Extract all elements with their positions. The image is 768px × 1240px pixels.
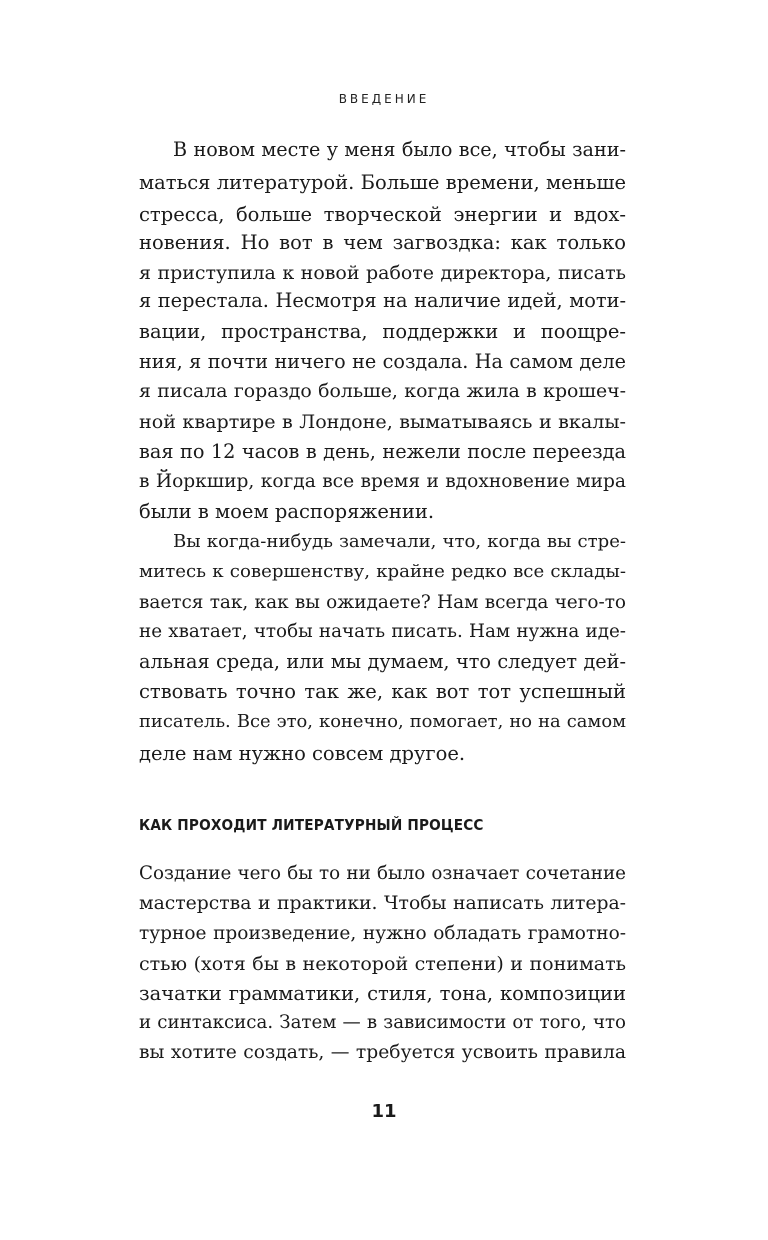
paragraph-3-line: Создание чего бы то ни было означает сочетание bbox=[139, 863, 626, 884]
page-number: 11 bbox=[371, 1101, 397, 1122]
paragraph-2-line: вается так, как вы ожидаете? Нам всегда чего-то bbox=[139, 592, 626, 613]
section-heading: КАК ПРОХОДИТ ЛИТЕРАТУРНЫЙ ПРОЦЕСС bbox=[139, 816, 484, 834]
paragraph-3-line: вы хотите создать, — требуется усвоить правила bbox=[139, 1042, 626, 1063]
paragraph-3-line: зачатки грамматики, стиля, тона, композиции bbox=[139, 982, 626, 1005]
paragraph-2-line: митесь к совершенству, крайне редко все склады- bbox=[139, 561, 626, 582]
paragraph-2-line: писатель. Все это, конечно, помогает, но на самом bbox=[139, 711, 626, 732]
paragraph-2-line: Вы когда-нибудь замечали, что, когда вы стре- bbox=[173, 531, 626, 552]
paragraph-1-line: маться литературой. Больше времени, меньше bbox=[139, 171, 626, 194]
paragraph-1-line: были в моем распоряжении. bbox=[139, 500, 435, 523]
paragraph-1-line: я приступила к новой работе директора, писать bbox=[139, 262, 626, 284]
paragraph-1-line: стресса, больше творческой энергии и вдох- bbox=[139, 203, 626, 226]
paragraph-1-line: вации, пространства, поддержки и поощре- bbox=[139, 320, 626, 343]
paragraph-1-line: ния, я почти ничего не создала. На самом деле bbox=[139, 350, 626, 373]
paragraph-1-line: в Йоркшир, когда все время и вдохновение мира bbox=[139, 471, 626, 492]
paragraph-3-line: турное произведение, нужно обладать грамотно- bbox=[139, 923, 626, 944]
running-head: ВВЕДЕНИЕ bbox=[338, 92, 430, 106]
paragraph-2-line: не хватает, чтобы начать писать. Нам нужна иде- bbox=[139, 621, 626, 642]
paragraph-1-line: я перестала. Несмотря на наличие идей, моти- bbox=[139, 289, 626, 312]
paragraph-1-line: ной квартире в Лондоне, выматываясь и вкалы- bbox=[139, 410, 626, 433]
paragraph-1-line: вая по 12 часов в день, нежели после переезда bbox=[139, 440, 626, 463]
paragraph-1-line: новения. Но вот в чем загвоздка: как только bbox=[139, 231, 626, 254]
paragraph-2-line: альная среда, или мы думаем, что следует дей- bbox=[139, 650, 626, 673]
paragraph-3-line: и синтаксиса. Затем — в зависимости от того, что bbox=[139, 1012, 626, 1033]
paragraph-2-line: ствовать точно так же, как вот тот успешный bbox=[139, 680, 626, 703]
paragraph-3-line: стью (хотя бы в некоторой степени) и понимать bbox=[139, 953, 626, 975]
paragraph-3-line: мастерства и практики. Чтобы написать литера- bbox=[139, 893, 626, 914]
paragraph-1-line: я писала гораздо больше, когда жила в крошеч- bbox=[139, 380, 626, 402]
paragraph-2-line: деле нам нужно совсем другое. bbox=[139, 742, 466, 765]
paragraph-1-line: В новом месте у меня было все, чтобы зани- bbox=[173, 138, 626, 161]
